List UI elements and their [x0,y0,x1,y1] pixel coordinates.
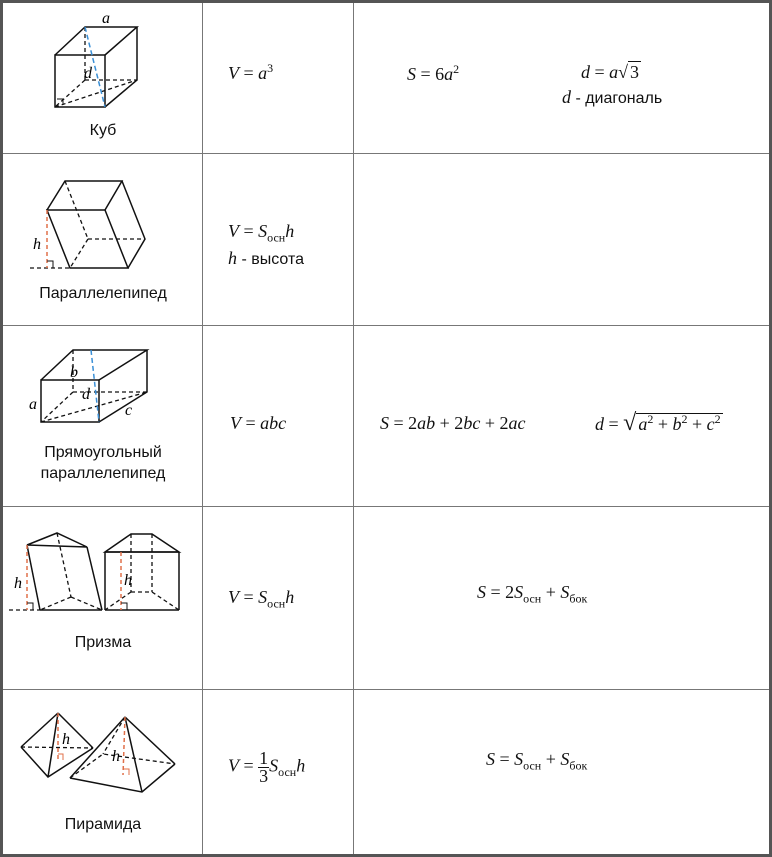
rectangular-box-caption-line2: параллелепипед [40,465,166,482]
cube-caption: Куб [89,122,117,139]
cube-label-a: a [102,10,110,27]
prism-caption: Призма [74,634,132,651]
pyramid-caption: Пирамида [64,816,142,833]
parallelepiped-figure [25,170,155,280]
height-note: h - высота [228,248,304,268]
prism-figure [5,525,190,620]
box-label-a: a [29,396,37,413]
box-label-b: b [70,364,78,381]
prism-label-h-2: h [124,572,132,589]
box-label-c: c [125,402,133,419]
prism-label-h-1: h [14,575,22,592]
pyramid-label-h-2: h [112,748,120,765]
prism-area-formula: $S = 2S_{осн} + S_{бок}$ [477,582,588,606]
parallelepiped-caption: Параллелепипед [39,285,167,302]
prism-volume-formula: $V = S_{осн}h$ [228,587,295,611]
parallelepiped-volume-formula: $V = S_{осн}h$ [228,221,295,245]
rectangular-box-figure [25,340,160,425]
box-label-d: d [82,386,90,403]
row-divider [3,325,769,326]
cube-figure [40,5,150,115]
row-divider [3,506,769,507]
column-divider [353,3,354,854]
cube-diagonal-formula: d = a√ 3 [581,62,640,82]
pyramid-figure [15,705,185,805]
cube-diagonal-note: d - диагональ [562,87,663,107]
pyramid-volume-formula: V = $\frac{1}{3}$ $S_{осн}h$ [228,748,306,786]
parallelepiped-label-h: h [33,236,41,253]
pyramid-area-formula: $S = S_{осн} + S_{бок}$ [486,749,588,773]
box-volume-formula: V = abc [230,413,287,433]
box-diagonal-formula: d = √ $a^2 + b^2 + c^2$ [595,410,721,436]
box-area-formula: S = 2ab + 2bc + 2ac [380,413,526,433]
row-divider [3,153,769,154]
cube-area-formula: $S = 6a^2$ [407,62,460,84]
cube-label-d: d [84,65,92,82]
cube-volume-formula: $V = a^3$ [228,61,274,83]
rectangular-box-caption-line1: Прямоугольный [44,444,162,461]
row-divider [3,689,769,690]
pyramid-label-h-1: h [62,731,70,748]
